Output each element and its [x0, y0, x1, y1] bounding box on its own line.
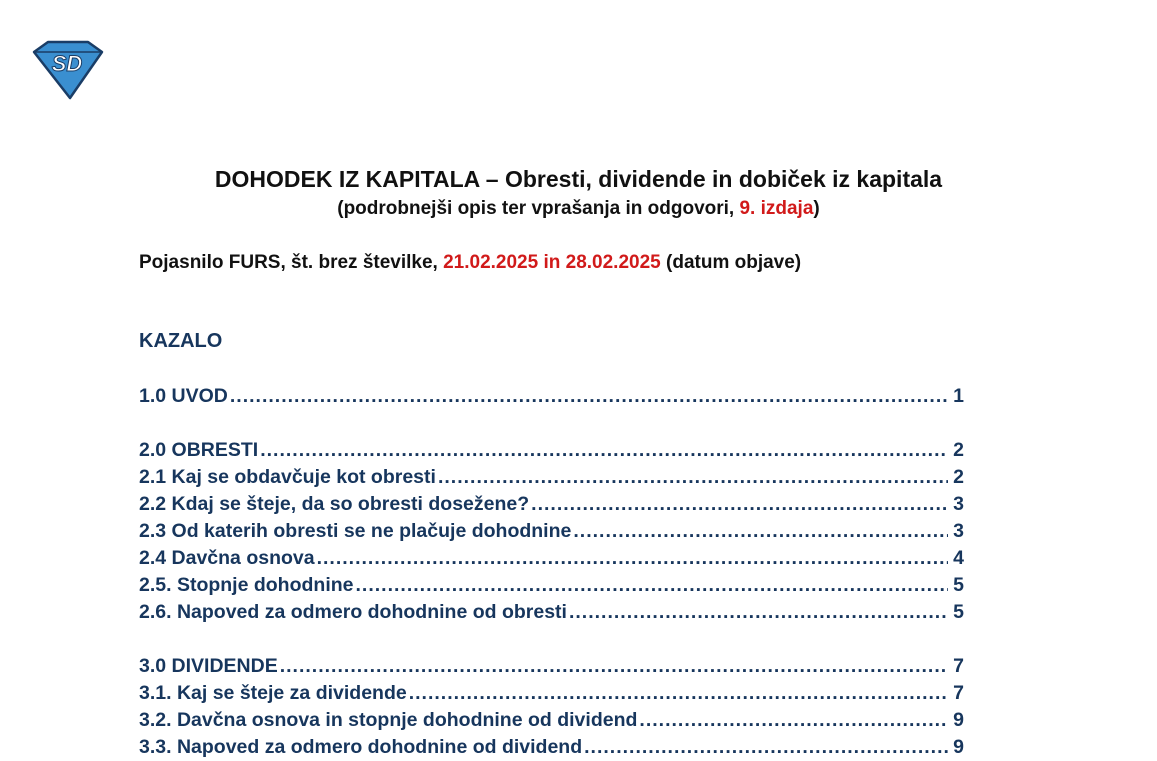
toc-entry-page: 1: [953, 385, 964, 407]
toc-entry[interactable]: [139, 680, 964, 707]
toc-leader-dots: [260, 437, 948, 464]
toc-leader-dots: [569, 599, 948, 626]
toc-entry[interactable]: [139, 707, 964, 734]
toc-entry-label: 3.0 DIVIDENDE: [139, 655, 278, 677]
toc-entry-label: 3.2. Davčna osnova in stopnje dohodnine od dividend: [139, 709, 638, 731]
document-title: DOHODEK IZ KAPITALA – Obresti, dividende in dobiček iz kapitala: [214, 166, 943, 192]
explanation-line: [139, 252, 801, 274]
toc-leader-dots: [573, 518, 948, 545]
toc-entry[interactable]: [139, 518, 964, 545]
toc-entry[interactable]: [139, 653, 964, 680]
toc-entry-page: 4: [953, 547, 964, 569]
toc-entry-label: 2.5. Stopnje dohodnine: [139, 574, 354, 596]
explanation-prefix: Pojasnilo FURS, št. brez številke,: [139, 252, 444, 273]
toc-entry-label: 3.3. Napoved za odmero dohodnine od dividend: [139, 736, 583, 758]
toc-entry[interactable]: [139, 437, 964, 464]
subtitle-close: ): [813, 198, 820, 219]
toc-entry-page: 3: [953, 493, 964, 515]
toc-entry-page: 9: [953, 709, 964, 731]
toc-entry-page: 2: [953, 439, 964, 461]
toc-entry-label: 3.1. Kaj se šteje za dividende: [139, 682, 407, 704]
toc-entry[interactable]: [139, 572, 964, 599]
toc-entry[interactable]: [139, 491, 964, 518]
toc-leader-dots: [531, 491, 948, 518]
toc-entry-label: 2.6. Napoved za odmero dohodnine od obresti: [139, 601, 567, 623]
sd-diamond-logo-icon: [30, 40, 104, 100]
toc-entry-label: 2.0 OBRESTI: [139, 439, 259, 461]
toc-leader-dots: [356, 572, 949, 599]
publication-dates: 21.02.2025 in 28.02.2025: [443, 252, 661, 273]
toc-entry[interactable]: [139, 383, 964, 410]
toc-entry-page: 5: [953, 574, 964, 596]
toc-entry-label: 1.0 UVOD: [139, 385, 228, 407]
toc-entry[interactable]: [139, 545, 964, 572]
toc-heading: KAZALO: [139, 330, 223, 352]
toc-entry[interactable]: [139, 599, 964, 626]
toc-entry-label: 2.1 Kaj se obdavčuje kot obresti: [139, 466, 436, 488]
toc-leader-dots: [438, 464, 948, 491]
toc-entry-page: 2: [953, 466, 964, 488]
toc-leader-dots: [409, 680, 948, 707]
toc-entry[interactable]: [139, 734, 964, 761]
toc-entry-page: 9: [953, 736, 964, 758]
toc-entry-page: 3: [953, 520, 964, 542]
toc-leader-dots: [230, 383, 948, 410]
subtitle-open: (podrobnejši opis ter vprašanja in odgovori,: [337, 198, 740, 219]
explanation-suffix: (datum objave): [660, 252, 802, 273]
toc-leader-dots: [584, 734, 948, 761]
toc-entry-page: 7: [953, 655, 964, 677]
toc-leader-dots: [317, 545, 948, 572]
toc-entry[interactable]: [139, 464, 964, 491]
edition-label: 9. izdaja: [739, 198, 814, 219]
toc-entry-label: 2.2 Kdaj se šteje, da so obresti dosežene?: [139, 493, 530, 515]
toc-entry-page: 5: [953, 601, 964, 623]
table-of-contents: [139, 383, 964, 761]
toc-entry-label: 2.3 Od katerih obresti se ne plačuje dohodnine: [139, 520, 572, 542]
logo-text: SD: [51, 51, 83, 76]
toc-leader-dots: [639, 707, 948, 734]
toc-entry-label: 2.4 Davčna osnova: [139, 547, 315, 569]
document-subtitle: [0, 198, 1157, 220]
toc-entry-page: 7: [953, 682, 964, 704]
toc-leader-dots: [280, 653, 948, 680]
